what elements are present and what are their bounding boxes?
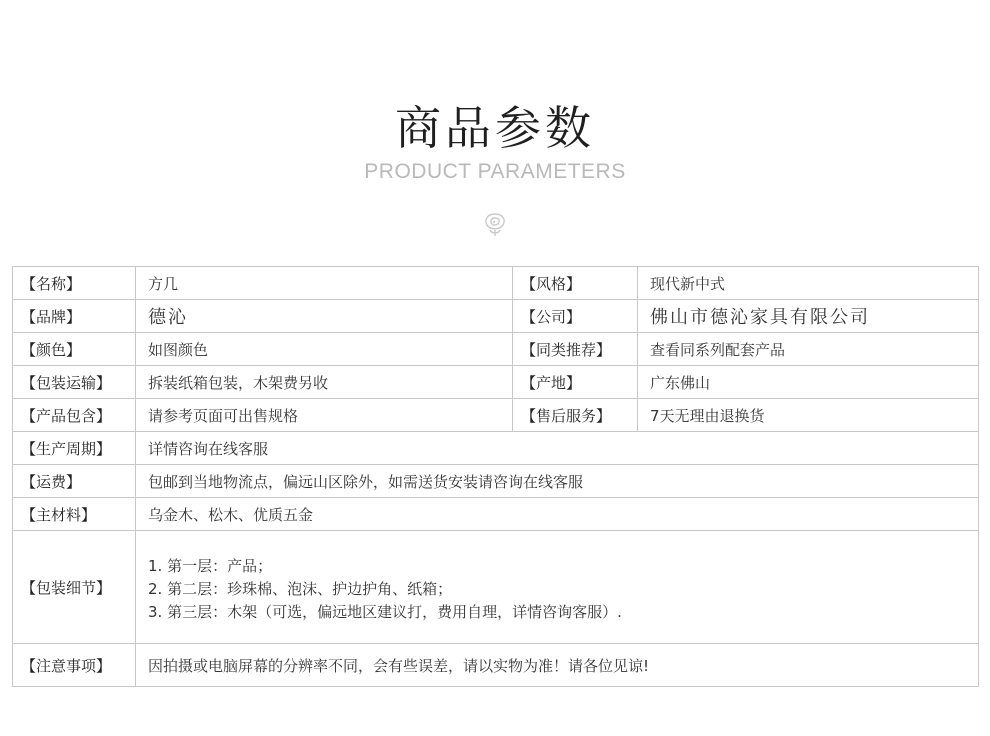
label-brand: 【品牌】 <box>13 300 136 333</box>
table-row <box>13 644 979 687</box>
value-freight: 包邮到当地物流点，偏远山区除外，如需送货安装请咨询在线客服 <box>136 465 979 498</box>
value-color: 如图颜色 <box>136 333 513 366</box>
value-brand: 德沁 <box>136 300 513 333</box>
label-style: 【风格】 <box>513 267 638 300</box>
table-row <box>13 432 979 465</box>
label-packaging-details: 【包装细节】 <box>13 531 136 644</box>
label-shipping-package: 【包装运输】 <box>13 366 136 399</box>
label-origin: 【产地】 <box>513 366 638 399</box>
label-company: 【公司】 <box>513 300 638 333</box>
label-main-material: 【主材料】 <box>13 498 136 531</box>
label-notice: 【注意事项】 <box>13 644 136 687</box>
value-after-sales: 7天无理由退换货 <box>638 399 979 432</box>
value-main-material: 乌金木、松木、优质五金 <box>136 498 979 531</box>
value-packaging-details <box>136 531 979 644</box>
label-freight: 【运费】 <box>13 465 136 498</box>
value-shipping-package: 拆装纸箱包装，木架费另收 <box>136 366 513 399</box>
table-row <box>13 366 979 399</box>
value-style: 现代新中式 <box>638 267 979 300</box>
table-row <box>13 333 979 366</box>
packaging-line-1: 1. 第一层：产品； <box>148 556 273 575</box>
table-row <box>13 498 979 531</box>
value-origin: 广东佛山 <box>638 366 979 399</box>
table-row <box>13 399 979 432</box>
value-notice: 因拍摄或电脑屏幕的分辨率不同，会有些误差，请以实物为准！请各位见谅! <box>136 644 979 687</box>
label-after-sales: 【售后服务】 <box>513 399 638 432</box>
packaging-line-3: 3. 第三层：木架（可选，偏远地区建议打，费用自理，详情咨询客服）. <box>148 602 622 621</box>
rose-ornament-icon <box>479 210 511 238</box>
label-contents: 【产品包含】 <box>13 399 136 432</box>
table-row <box>13 465 979 498</box>
label-production-cycle: 【生产周期】 <box>13 432 136 465</box>
table-row <box>13 267 979 300</box>
page-subtitle: PRODUCT PARAMETERS <box>364 160 626 183</box>
table-row <box>13 300 979 333</box>
label-recommend: 【同类推荐】 <box>513 333 638 366</box>
label-name: 【名称】 <box>13 267 136 300</box>
value-contents: 请参考页面可出售规格 <box>136 399 513 432</box>
table-row <box>13 531 979 644</box>
value-name: 方几 <box>136 267 513 300</box>
page-title: 商品参数 <box>395 101 595 155</box>
value-production-cycle: 详情咨询在线客服 <box>136 432 979 465</box>
product-parameters-table <box>12 266 979 687</box>
value-company: 佛山市德沁家具有限公司 <box>638 300 979 333</box>
label-color: 【颜色】 <box>13 333 136 366</box>
value-recommend: 查看同系列配套产品 <box>638 333 979 366</box>
packaging-line-2: 2. 第二层：珍珠棉、泡沫、护边护角、纸箱； <box>148 579 453 598</box>
